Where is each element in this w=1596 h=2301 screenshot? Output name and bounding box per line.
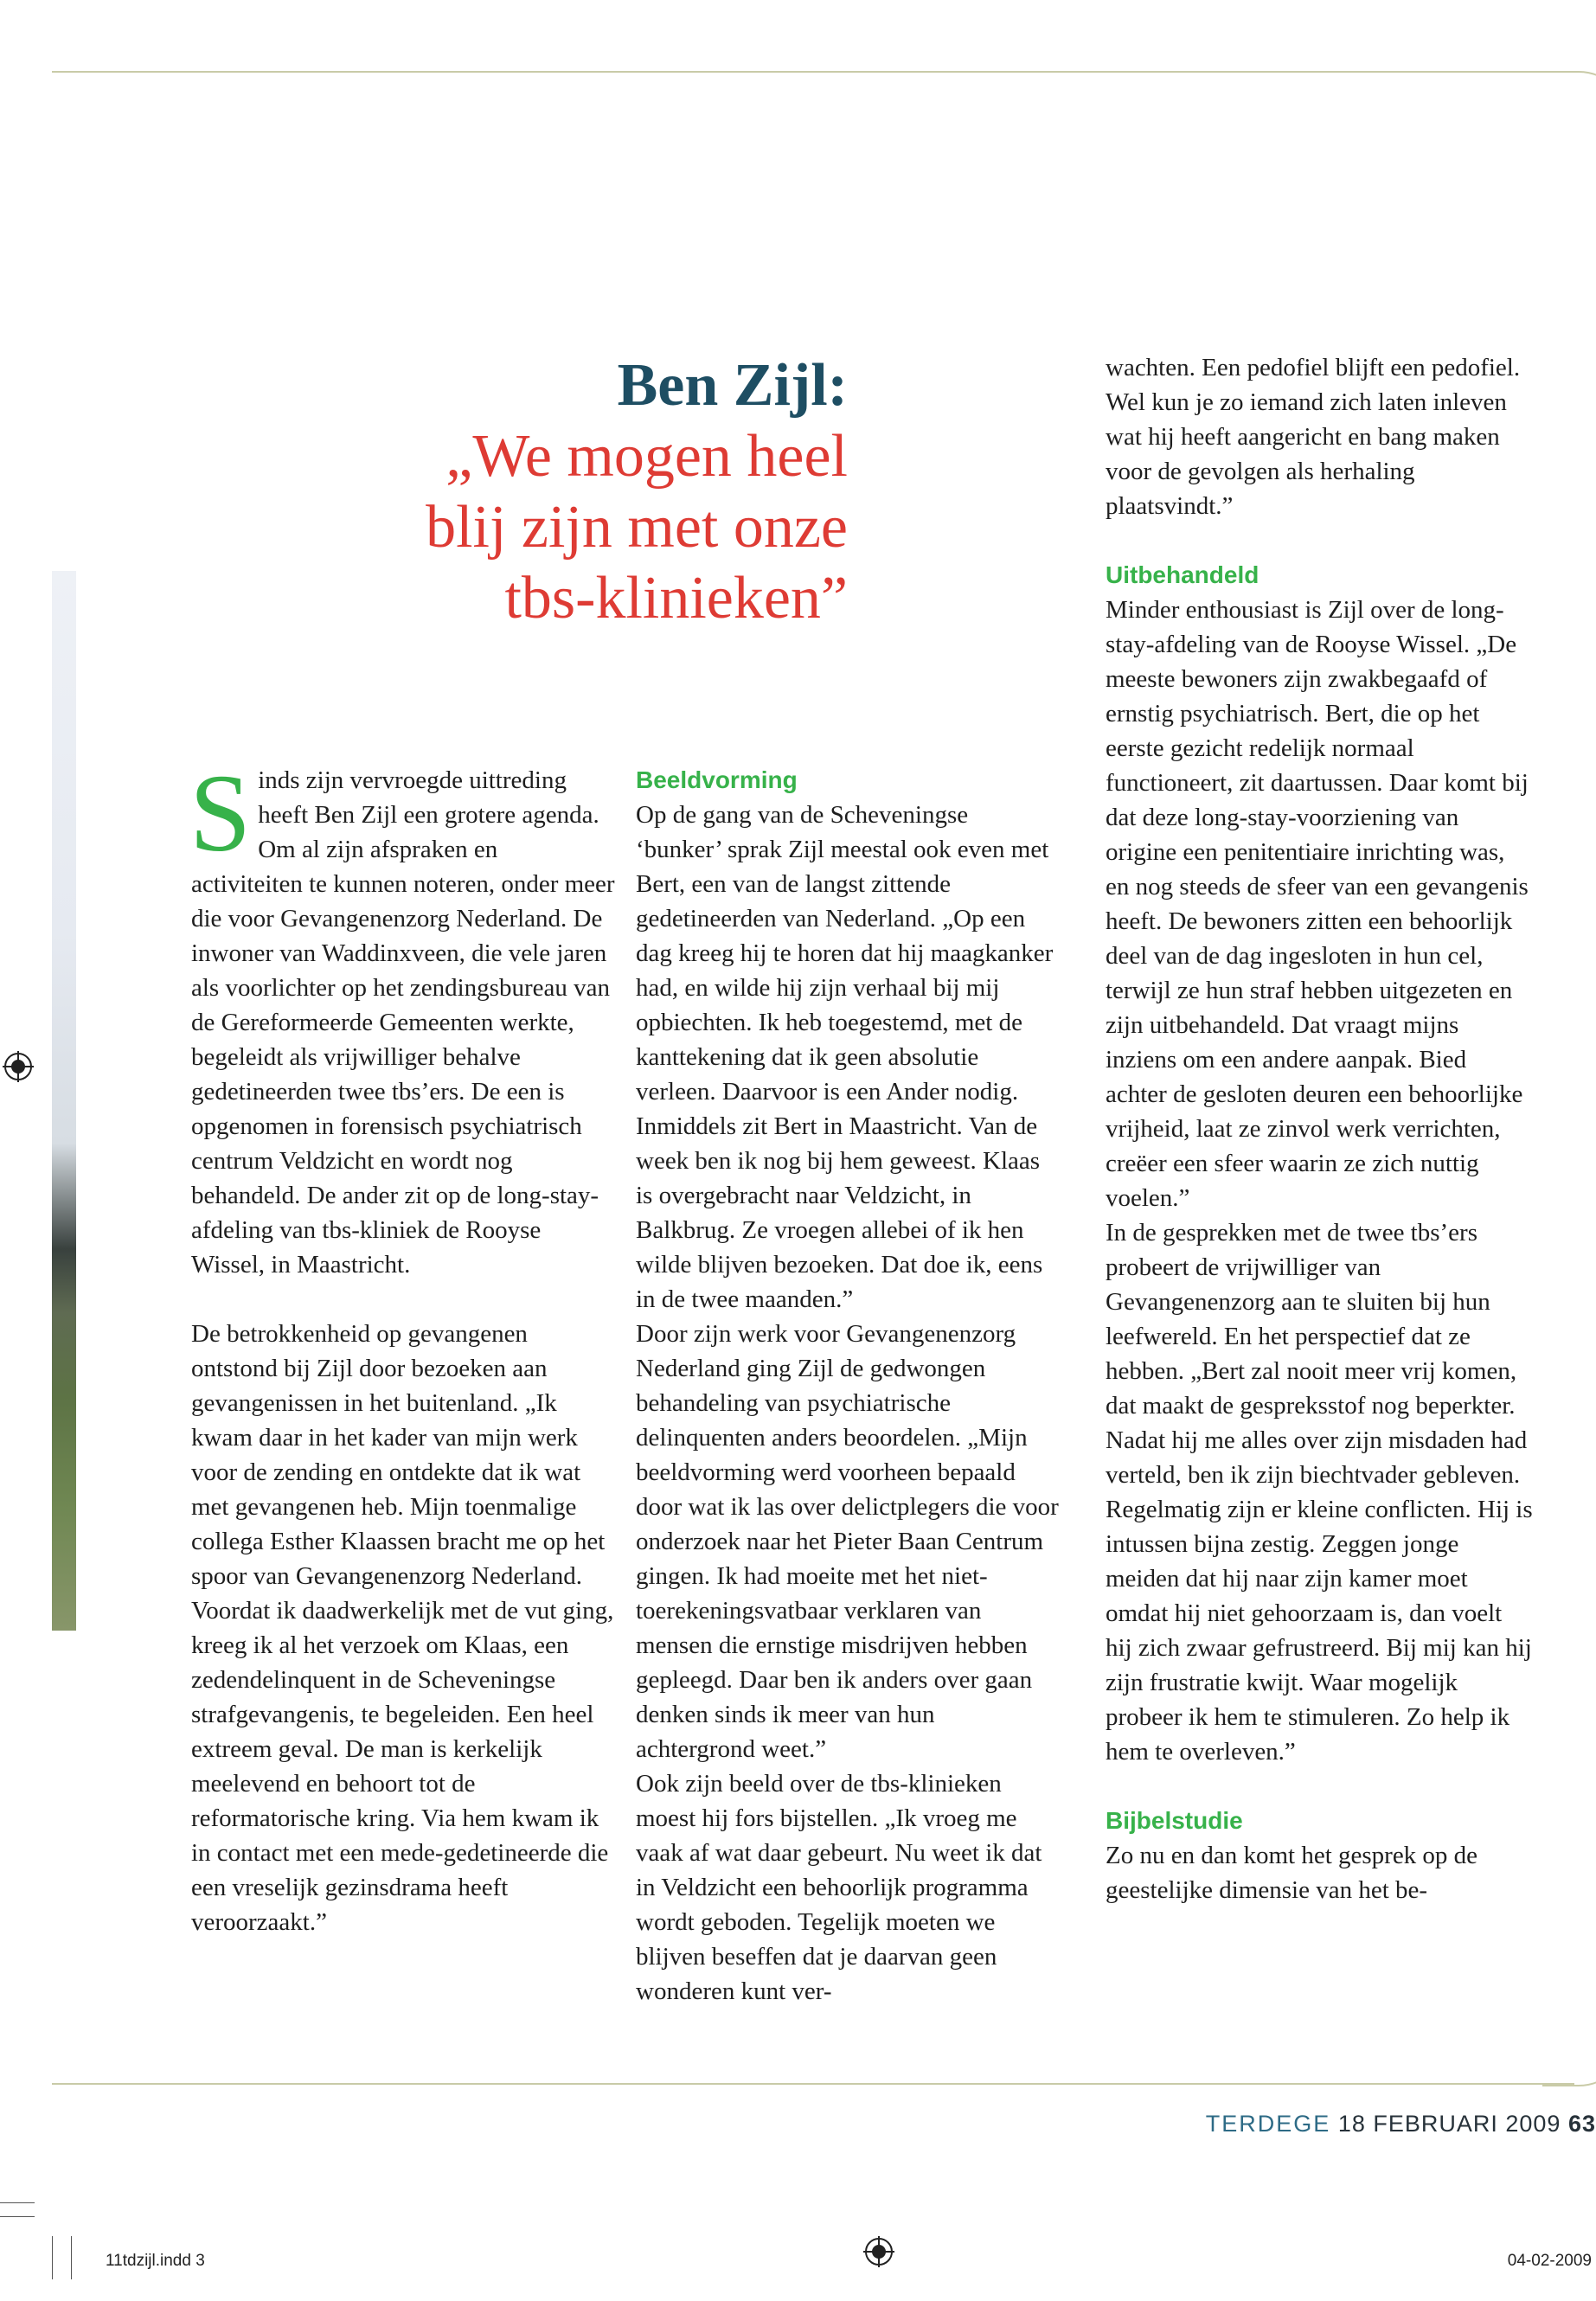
registration-mark-icon bbox=[863, 2236, 894, 2267]
title-quote-line-1: „We mogen heel bbox=[445, 423, 848, 490]
body-paragraph: Zo nu en dan komt het gesprek op de geestelijke dimensie van het be- bbox=[1106, 1842, 1478, 1904]
crop-mark bbox=[52, 2236, 53, 2279]
subhead-bijbelstudie: Bijbelstudie bbox=[1106, 1807, 1243, 1834]
body-paragraph: Door zijn werk voor Gevangenenzorg Nederland ging Zijl de gedwongen behandeling van psychiatrische delinquenten anders beoordelen. „Mijn beeldvorming werd voorheen bepaald door wat ik las over delictplegers die voor onderzoek naar het Pieter Baan Centrum gingen. Ik had moeite met het niet-toerekeningsvatbaar verklaren van mensen die ernstige misdrijven hebben gepleegd. Daar ben ik anders over gaan denken sinds ik meer van hun achtergrond weet.” bbox=[636, 1320, 1059, 1763]
page-number: 63 bbox=[1567, 2111, 1596, 2137]
registration-mark-icon bbox=[3, 1051, 34, 1082]
photo-edge-strip bbox=[52, 571, 76, 1631]
body-paragraph: De betrokkenheid op gevangenen ontstond bij Zijl door bezoeken aan gevangenissen in het buitenland. „Ik kwam daar in het kader van mijn werk voor de zending en ontdekte dat ik wat met gevangenen heb. Mijn toenmalige collega Esther Klaassen bracht me op het spoor van Gevangenenzorg Nederland. Voordat ik daadwerkelijk met de vut ging, kreeg ik al het verzoek om Klaas, een zedendelinquent in de Scheveningse strafgevangenis, te begeleiden. Een heel extreem geval. De man is kerkelijk meelevend en behoort tot de reformatorische kring. Via hem kwam ik in contact met een mede-gedetineerde die een vreselijk gezinsdrama heeft veroorzaakt.” bbox=[191, 1320, 614, 1936]
crop-mark bbox=[0, 2202, 35, 2203]
article-column-1 bbox=[189, 752, 615, 1939]
body-paragraph: Ook zijn beeld over de tbs-klinieken moest hij fors bijstellen. „Ik vroeg me vaak af wat daar gebeurt. Nu weet ik dat in Veldzicht een behoorlijk programma wordt geboden. Tegelijk moeten we blijven beseffen dat je daarvan geen wonderen kunt ver- bbox=[636, 1770, 1042, 2005]
title-quote-line-2: blij zijn met onze bbox=[426, 494, 848, 561]
subhead-beeldvorming: Beeldvorming bbox=[636, 766, 798, 793]
page-footer bbox=[1206, 2111, 1596, 2138]
article-column-2 bbox=[636, 763, 1060, 2009]
title-quote-line-3: tbs-klinieken” bbox=[504, 565, 848, 631]
article-column-3 bbox=[1106, 350, 1534, 1907]
top-border-line bbox=[52, 71, 1574, 73]
body-paragraph: In de gesprekken met de twee tbs’ers probeert de vrijwilliger van Gevangenenzorg aan te sluiten bij hun leefwereld. En het perspectief dat ze hebben. „Bert zal nooit meer vrij komen, dat maakt de gespreksstof nog beperkter. Nadat hij me alles over zijn misdaden had verteld, ben ik zijn biechtvader gebleven. Regelmatig zijn er kleine conflicten. Hij is intussen bijna zestig. Zeggen jonge meiden dat hij naar zijn kamer moet omdat hij niet gehoorzaam is, dan voelt hij zich zwaar gefrustreerd. Bij mij kan hij zijn frustratie kwijt. Waar mogelijk probeer ik hem te stimuleren. Zo help ik hem te overleven.” bbox=[1106, 1219, 1533, 1766]
body-paragraph: Minder enthousiast is Zijl over de long-stay-afdeling van de Rooyse Wissel. „De meeste bewoners zijn zwakbegaafd of ernstig psychiatrisch. Bert, die op het eerste gezicht redelijk normaal functioneert, zit daartussen. Daar komt bij dat deze long-stay-voorziening van origine een penitentiaire inrichting was, en nog steeds de sfeer van een gevangenis heeft. De bewoners zitten een behoorlijk deel van de dag ingesloten in hun cel, terwijl ze hun straf hebben uitgezeten en zijn uitbehandeld. Dat vraagt mijns inziens om een andere aanpak. Bied achter de gesloten deuren een behoorlijke vrijheid, laat ze zinvol werk verrichten, creëer een sfeer waarin ze zich nuttig voelen.” bbox=[1106, 596, 1529, 1212]
article-title bbox=[426, 350, 848, 634]
subhead-uitbehandeld: Uitbehandeld bbox=[1106, 561, 1259, 588]
body-paragraph: Op de gang van de Scheveningse ‘bunker’ sprak Zijl meestal ook even met Bert, een van de langst zittende gedetineerden van Nederland. „Op een dag kreeg hij te horen dat hij maagkanker had, en wilde hij zijn verhaal bij mij opbiechten. Ik heb toegestemd, met de kanttekening dat ik geen absolutie verleen. Daarvoor is een Ander nodig. Inmiddels zit Bert in Maastricht. Van de week ben ik nog bij hem geweest. Klaas is overgebracht naar Veldzicht, in Balkbrug. Ze vroegen allebei of ik hen wilde blijven bezoeken. Dat doe ik, eens in de twee maanden.” bbox=[636, 801, 1054, 1313]
body-paragraph: wachten. Een pedofiel blijft een pedofiel. Wel kun je zo iemand zich laten inleven wat hij heeft aangericht en bang maken voor de gevolgen als herhaling plaatsvindt.” bbox=[1106, 354, 1521, 520]
issue-date: 18 FEBRUARI 2009 bbox=[1337, 2111, 1561, 2137]
magazine-name: TERDEGE bbox=[1205, 2111, 1331, 2137]
bottom-border-corner bbox=[1542, 2033, 1596, 2086]
bottom-border-line bbox=[52, 2083, 1574, 2085]
slug-date: 04-02-2009 bbox=[1507, 2252, 1592, 2270]
drop-cap: S bbox=[189, 752, 252, 875]
crop-mark bbox=[0, 2216, 35, 2217]
intro-paragraph bbox=[189, 752, 615, 1282]
slug-filename: 11tdzijl.indd 3 bbox=[106, 2252, 205, 2270]
intro-text: inds zijn vervroegde uittreding heeft Ben Zijl een grotere agenda. Om al zijn afspraken en activiteiten te kunnen noteren, onder meer die voor Gevangenenzorg Nederland. De inwoner van Waddinxveen, die vele jaren als voorlichter op het zendingsbureau van de Gereformeerde Gemeenten werkte, begeleidt als vrijwilliger behalve gedetineerden twee tbs’ers. De een is opgenomen in forensisch psychiatrisch centrum Veldzicht en wordt nog behandeld. De ander zit op de long-stay-afdeling van tbs-kliniek de Rooyse Wissel, in Maastricht. bbox=[191, 766, 615, 1279]
crop-mark bbox=[71, 2236, 72, 2279]
title-name: Ben Zijl: bbox=[617, 352, 848, 419]
top-border-corner bbox=[1542, 71, 1596, 125]
